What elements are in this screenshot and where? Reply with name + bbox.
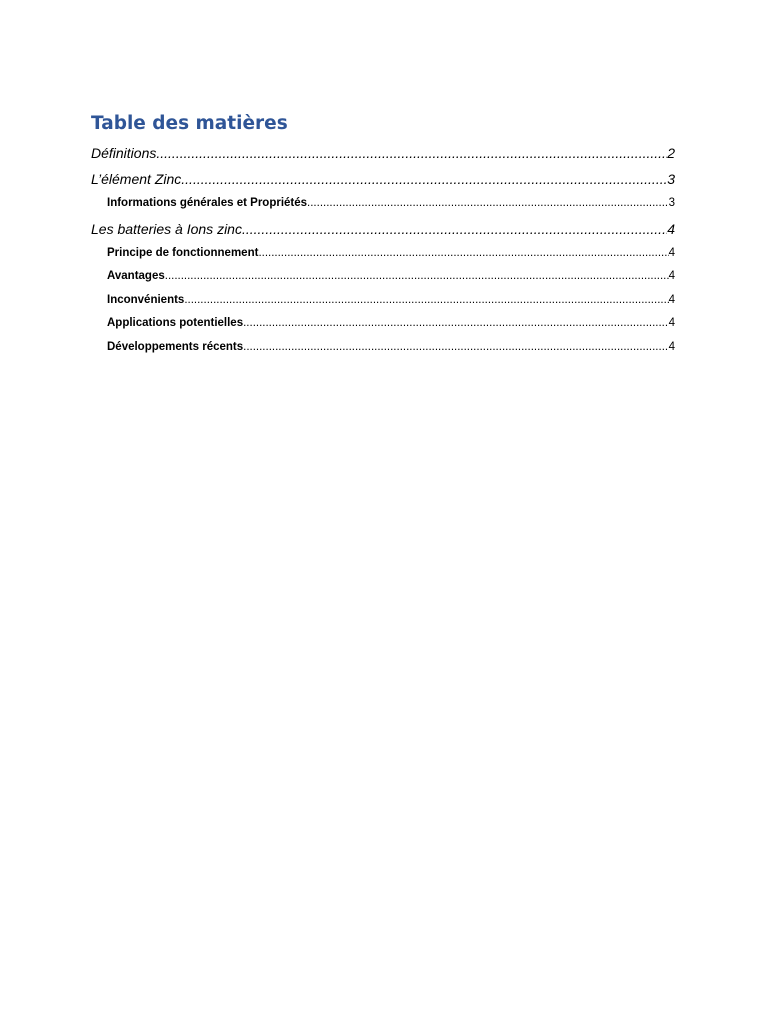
toc-entry-element-zinc[interactable] <box>91 166 675 192</box>
toc-title: Table des matières <box>91 113 288 134</box>
toc-dot-leader <box>156 140 667 166</box>
toc-entry-avantages[interactable] <box>91 265 675 289</box>
toc-page-number: 4 <box>668 246 675 259</box>
toc-dot-leader <box>242 216 667 242</box>
toc-entry-title: Les batteries à Ions zinc <box>91 220 242 237</box>
toc-page-number: 4 <box>668 317 675 330</box>
toc-entry-principe-fonctionnement[interactable] <box>91 242 675 266</box>
toc-page-number: 3 <box>668 197 675 209</box>
toc-entry-title: Développements récents <box>107 340 244 353</box>
toc-page-number: 4 <box>668 293 675 306</box>
toc-entry-applications-potentielles[interactable] <box>91 312 675 336</box>
toc-page-number: 3 <box>667 171 675 187</box>
toc-page-number: 2 <box>667 145 675 161</box>
toc-entry-title: Avantages <box>107 270 165 283</box>
toc-entry-informations-generales[interactable] <box>91 192 675 216</box>
toc-page-number: 4 <box>668 340 675 353</box>
toc-entry-developpements-recents[interactable] <box>91 336 675 360</box>
toc-entry-title: Inconvénients <box>107 293 185 306</box>
toc-dot-leader <box>243 312 668 336</box>
toc-entry-title: Définitions <box>91 145 157 161</box>
toc-dot-leader <box>258 242 668 266</box>
toc-entry-batteries-ions-zinc[interactable] <box>91 216 675 242</box>
toc-entry-inconvenients[interactable] <box>91 289 675 313</box>
toc-page-number: 4 <box>668 270 675 283</box>
toc-dot-leader <box>165 265 669 289</box>
toc-entry-title: L’élément Zinc <box>91 171 182 187</box>
toc-entry-title: Applications potentielles <box>107 317 244 330</box>
toc-dot-leader <box>184 289 668 313</box>
toc-page-number: 4 <box>667 220 675 237</box>
toc-entry-title: Principe de fonctionnement <box>107 246 259 259</box>
toc-entry-title: Informations générales et Propriétés <box>107 197 308 209</box>
toc-dot-leader <box>307 192 669 216</box>
toc-entry-definitions[interactable] <box>91 140 675 166</box>
toc-dot-leader <box>181 166 667 192</box>
toc-dot-leader <box>243 336 668 360</box>
toc-list <box>91 140 675 360</box>
